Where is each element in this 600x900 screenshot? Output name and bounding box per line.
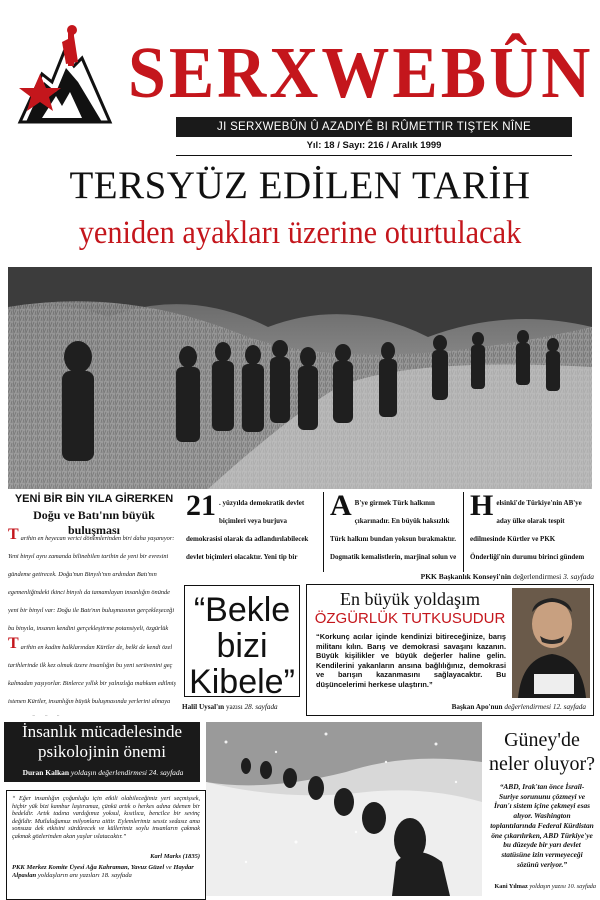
- left-article-text: arihin en kadim halklarından Kürtler de, belki de kendi özel tarihlerinde ilk kez olmak üzere insanlığın bu yeni serüvenini geç kalmadan yaşıyorlar. Binlerce yıllık bir yalnızlığa mahkum edilmiş istenen Kürtler, insanlığın büyük buluşmasında yerlerini almaya: [8, 644, 177, 705]
- pkk-credit-page: 3. sayfada: [563, 572, 594, 581]
- pkk-credit-text: değerlendirmesi: [512, 572, 562, 581]
- guney-title-line-1: Güney'de: [504, 729, 580, 751]
- pkk-column-text: elsinki'de Türkiye'nin AB'ye aday ülke olarak tespit edilmesinde Kürtler ve PKK Önderliği'nin durumu birinci gündem: [470, 499, 585, 561]
- pkk-column-2: [330, 492, 458, 566]
- pkk-column-text: B'ye girmek Türk halkının çıkarınadır. En büyük haksızlık Türk halkını bundan yoksun bırakmaktır. Dogmatik kemalistlerin, marjinal solun ve: [330, 499, 457, 561]
- pkk-column-1: [186, 492, 318, 566]
- dropcap: A: [330, 492, 352, 522]
- pkk-column-3: [470, 492, 594, 566]
- psych-author-text: yoldaşın değerlendirmesi: [70, 768, 147, 777]
- apo-subtitle: ÖZGÜRLÜK TUTKUSUDUR: [314, 610, 506, 627]
- left-article-para1: [8, 527, 180, 633]
- guney-credit-page: 10. sayfada: [567, 883, 596, 890]
- psych-footer-authors: PKK Merkez Komite Üyesi Ağa Kahraman, Yavuz Güzel: [12, 864, 165, 871]
- dropcap: T: [8, 527, 19, 543]
- apo-credit-page: 12. sayfada: [552, 703, 586, 711]
- masthead-title: SERXWEBÛN: [128, 30, 594, 114]
- left-article-text: arihin en heyecan verici dönemlerinden biri daha yaşanıyor: Yeni binyıl aynı zamanda bilinebilen tarihin de yeni bir evresini gündeme getirecek. Doğu'nun Binyılı'nın ardından Batı'nın egemenliğindeki ikinci binyılı da tamamlayan insanlığın önünde yeni bir binyıl var: Doğu ile Batı'nın buluşmasının gerçekleşeceği bu binyıla, insanın kendini gerçekleştirme potansiyeli, özgürlük: [8, 535, 175, 632]
- masthead-rule: [176, 155, 572, 156]
- serxwebun-logo-icon: [12, 22, 124, 134]
- apo-credit-author: Başkan Apo'nun: [451, 703, 503, 711]
- main-headline: TERSYÜZ EDİLEN TARİH: [69, 164, 531, 207]
- apo-credit: [310, 703, 586, 712]
- guney-quote: “ABD, Irak'tan önce İsrail-Suriye sorununu çözmeyi ve İran'ı sistem içine çekmeyi esas alıyor. Washington toplantılarında Federal Kürdistan öne çıkarılırken, ABD Türkiye'ye bu düzeyde bir yarı devlet statüsüne izin vermeyeceği sözünü veriyor.”: [490, 782, 594, 869]
- kibele-headline: [184, 592, 300, 700]
- psych-footer-and: ve: [165, 864, 172, 871]
- psych-footer-text: yoldaşların anı yazıları: [37, 872, 100, 880]
- apo-title: En büyük yoldaşım: [340, 589, 480, 609]
- dropcap: 21: [186, 492, 216, 522]
- psych-footer: [12, 864, 200, 894]
- apo-portrait: [512, 588, 590, 698]
- left-article-para2: [8, 636, 180, 716]
- apo-quote: “Korkunç acılar içinde kendinizi bitireceğinize, barış militanı kılın. Barış ve demokrasi savaşını kazanın. Büyük kişilikler ve büyük değerler haline gelin. Kendilerini yakanların ansına bağlılığınız, demokrasi ve barışın kazanmasını sağlayacaktır. Bu düşüncelerimi herkese ulaştırın.”: [316, 632, 506, 689]
- guney-credit-text: yoldaşın yazısı: [529, 883, 566, 890]
- guney-credit: [488, 882, 596, 891]
- psych-title-line-2: psikolojinin önemi: [38, 742, 166, 761]
- dropcap: H: [470, 492, 494, 522]
- column-divider: [323, 492, 324, 572]
- psych-title-line-1: İnsanlık mücadelesinde: [21, 722, 183, 741]
- issue-info: Yıl: 18 / Sayı: 216 / Aralık 1999: [306, 140, 442, 151]
- left-article-subtitle: Doğu ve Batı'nın büyük buluşması: [33, 508, 155, 537]
- apo-credit-text: değerlendirmesi: [504, 703, 552, 711]
- guney-title: [488, 728, 596, 776]
- snow-march-photo: [206, 722, 482, 896]
- kibele-line-2: bizi: [216, 627, 268, 665]
- psych-author: [8, 768, 198, 778]
- pkk-credit: [186, 572, 594, 582]
- psych-author-page: 24. sayfada: [148, 768, 184, 777]
- main-photo-guerrillas: [8, 267, 592, 489]
- pkk-column-text: . yüzyılda demokratik devlet biçimleri veya burjuva demokrasisi olarak da adlandırılabilecek devlet biçimleri olacaktır. Yeni tip bir: [186, 499, 309, 561]
- dropcap: T: [8, 636, 19, 652]
- kibele-credit-author: Halil Uysal'ın: [182, 703, 225, 711]
- masthead-tagline: JI SERXWEBÛN Û AZADIYÊ BI RÛMETTIR TIŞTEK NÎNE: [176, 117, 572, 137]
- kibele-line-1: “Bekle: [193, 591, 291, 629]
- main-subheadline: yeniden ayakları üzerine oturtulacak: [78, 215, 522, 251]
- kibele-credit-page: 28. sayfada: [244, 703, 278, 711]
- psych-author-name: Duran Kalkan: [22, 768, 70, 777]
- psych-title: [4, 722, 200, 762]
- psych-quote: “ Eğer insanlığın çoğunluğu için etkili olabileceğimiz yeri seçmişsek, hiçbir yük bizi kambur laştıramaz, çünkü artık o herkes adına ödenen bir bedeldir. Artık tadına vardığımız yoksul, kısıtlıca, bencilce bir sevinç değildir. Mutluluğumuz milyonlara aittir. Eylemlerimiz sessiz sedasız ama sonsuza dek etkisini sürdürecek ve küllerimiz soylu insanların çakmak çakmak gözlerinden akan yaşlar ıslatacaktır.”: [12, 795, 200, 840]
- kibele-line-3: Kibele”: [189, 663, 295, 701]
- guney-credit-author: Kani Yılmaz: [494, 883, 528, 890]
- pkk-credit-author: PKK Başkanlık Konseyi'nin: [420, 572, 512, 581]
- kibele-credit: [182, 703, 302, 712]
- column-divider: [463, 492, 464, 572]
- psych-footer-author2: Haydar Alpaslan: [12, 864, 194, 880]
- psych-quote-author: Karl Marks (1835): [150, 853, 200, 860]
- psych-footer-page: 18. sayfada: [101, 872, 132, 880]
- guney-title-line-2: neler oluyor?: [488, 753, 596, 775]
- kibele-credit-text: yazısı: [225, 703, 243, 711]
- left-article-title: YENİ BİR BİN YILA GİRERKEN: [14, 493, 174, 505]
